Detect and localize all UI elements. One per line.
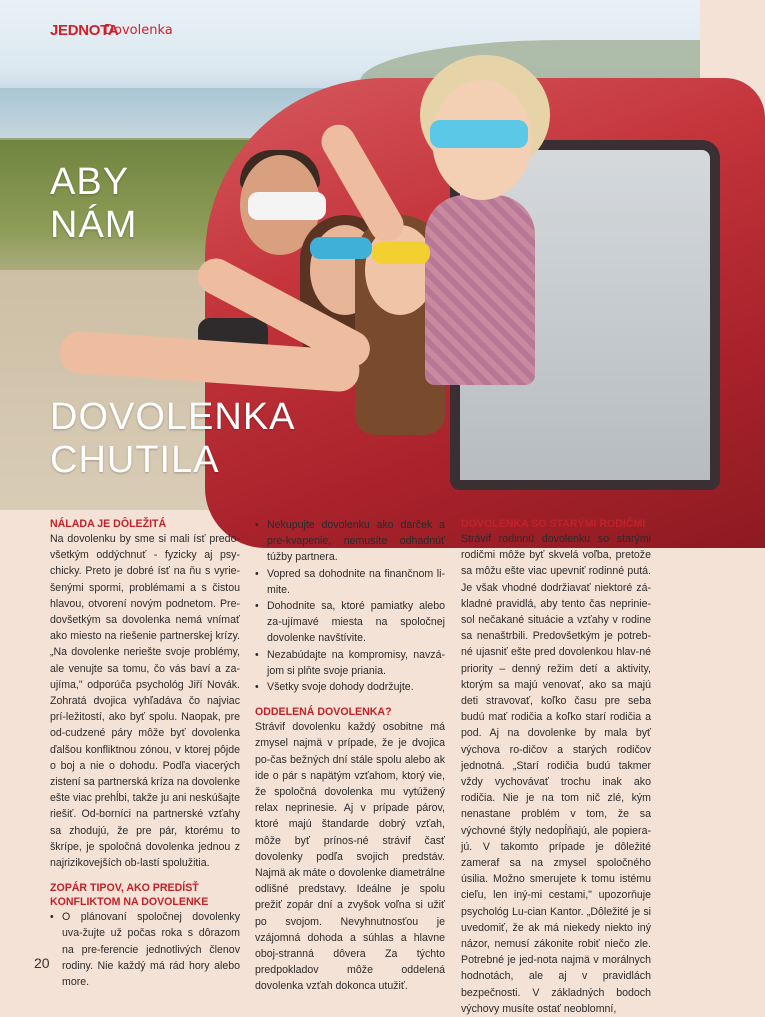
- page-number: 20: [34, 955, 50, 971]
- sunglasses-icon: [430, 120, 528, 148]
- list-item: • Nezabúdajte na kompromisy, navzá-jom si plňte svoje priania.: [255, 647, 445, 679]
- section-heading: ZOPÁR TIPOV, AKO PREDÍSŤ KONFLIKTOM NA DOVOLENKE: [50, 882, 209, 909]
- headline-line: ABY: [50, 161, 130, 203]
- section-heading: NÁLADA JE DÔLEŽITÁ: [50, 518, 167, 530]
- body-paragraph: Na dovolenku by sme si mali ísť predo-všetkým oddýchnuť - fyzicky aj psy-chicky. Preto je dobré ísť na ňu s vyrie-šenými spormi, problémami a s čistou hlavou, otvorení novým podnetom. Pre-dovšetkým sa dovolenka nemá vnímať ako miesto na riešenie partnerskej krízy. „Na dovolenke neriešte svoje problémy, ale venujte sa tomu, čo vás baví a za-ujíma," odporúča psychológ Jiří Novák. Zohratá dvojica vyhľadáva čo najviac prí-ležitostí, ako byť spolu. Naopak, pre od-cudzené páry môže byť dovolenka ďalšou konfliktnou zónou, v ktorej pôjde o boj a nie o dohodu. Podľa viacerých zistení sa partnerská kríza na dovolenke ešte viac prehĺbi, takže ju ani neskúšajte riešiť. Od-borníci na partnerské vzťahy sa zhodujú, že pre pár, ktorému to škrípe, je spoločná dovolenka jednou z najrizikovejších ob-lastí spolužitia.: [50, 533, 240, 870]
- list-item: • O plánovaní spoločnej dovolenky uva-žujte už počas roka s dôrazom na pre-ferencie jednotlivých členov rodiny. Nie každý má rád hory alebo more.: [50, 909, 240, 990]
- section-label: Dovolenka: [104, 23, 173, 38]
- body-paragraph: Strávif rodinnú dovolenku so starými rodičmi môže byť skvelá voľba, pretože sa môžu ešte viac upevniť rodinné putá. Je však vhodné dodržiavať niektoré zá-kladné pravidlá, aby tento čas neprinie-sol nečakané situácie a vzťahy v rodine sa nenaštrbili. Predovšetkým je potreb-né ujasniť ešte pred dovolenkou hlav-né priority – denný režim detí a aktivity, ktorým sa majú venovať, ako sa majú deti stravovať, koľko času pre seba budú mať rodičia a koľko starí rodičia a pod. Aj na dovolenke by mala byť výchova ro-dičov a starých rodičov jednotná. „Starí rodičia budú takmer vždy vychovávať trochu inak ako rodičia. Nie je na tom nič zlé, kým nenastane problém v tom, že sa výchovné štýly nedopĺňajú, ale popiera-jú. V takomto prípade je dôležité zameraf sa na zmysel spoločného úsilia. Možno smerujete k tomu istému cieľu, len iný-mi cestami," upozorňuje psychológ Lu-cian Kantor. „Dôležité je si uvedomiť, že ak má niekedy niekto iný názor, nemusí zákonite robiť niečo zle. Potrebné je jed-nota najmä v morálnych hodnotách, ale aj v pravidlách bezpečnosti. V základných bodoch výchovy musíte ostať neoblomní,: [461, 533, 651, 1015]
- sunglasses-icon: [248, 192, 326, 220]
- section-heading: DOVOLENKA SO STARÝMI RODIČMI: [461, 518, 646, 530]
- headline-line: DOVOLENKA: [50, 396, 296, 438]
- column-2: [255, 517, 445, 995]
- list-item: • Nekupujte dovolenku ako darček a pre-kvapenie, nemusíte odhadnúť túžby partnera.: [255, 517, 445, 566]
- list-item: • Vopred sa dohodnite na finančnom li-mite.: [255, 566, 445, 598]
- section-heading: ODDELENÁ DOVOLENKA?: [255, 706, 392, 719]
- sunglasses-icon: [372, 242, 430, 264]
- headline-bottom: [50, 396, 296, 482]
- list-item: • Dohodnite sa, ktoré pamiatky alebo za-ujímavé miesta na spoločnej dovolenke navštívite.: [255, 598, 445, 647]
- body-paragraph: Strávif dovolenku každý osobitne má zmysel najmä v prípade, že je dvojica po-čas bežných dní stále spolu alebo ak ide o pár s napätým vzťahom, ktorý vie, že spoločná dovolenka mu vytúžený relax neprinesie. Aj v prípade párov, ktoré majú štandarde dobrý vzťah, môže byť prínos-né strávif časť dovolenky podľa svojich predstáv. Najmä ak máte o dovolenke diametrálne odlišné predstavy. Ideálne je spolu prežiť zopár dní a zvyšok voľna si užiť po svojom. Nevyhnutnosťou je vzájomná dohoda a súhlas a hlavne obоj-stranná dôvera Za týchto predpokladov môže oddelená dovolenka vzťah dokonca utužiť.: [255, 721, 445, 993]
- column-1: [50, 517, 240, 990]
- hero-photo: [0, 0, 700, 503]
- brand-logo: JEDNOTA: [50, 22, 119, 39]
- headline-line: CHUTILA: [50, 439, 220, 481]
- tips-list: [255, 517, 445, 695]
- child-dress: [425, 195, 535, 385]
- headline-line: NÁM: [50, 204, 138, 246]
- sunglasses-icon: [310, 237, 372, 259]
- tips-list: [50, 909, 240, 990]
- list-item: • Všetky svoje dohody dodržujte.: [255, 679, 445, 695]
- headline-top: [50, 161, 137, 247]
- column-3: [461, 517, 651, 1017]
